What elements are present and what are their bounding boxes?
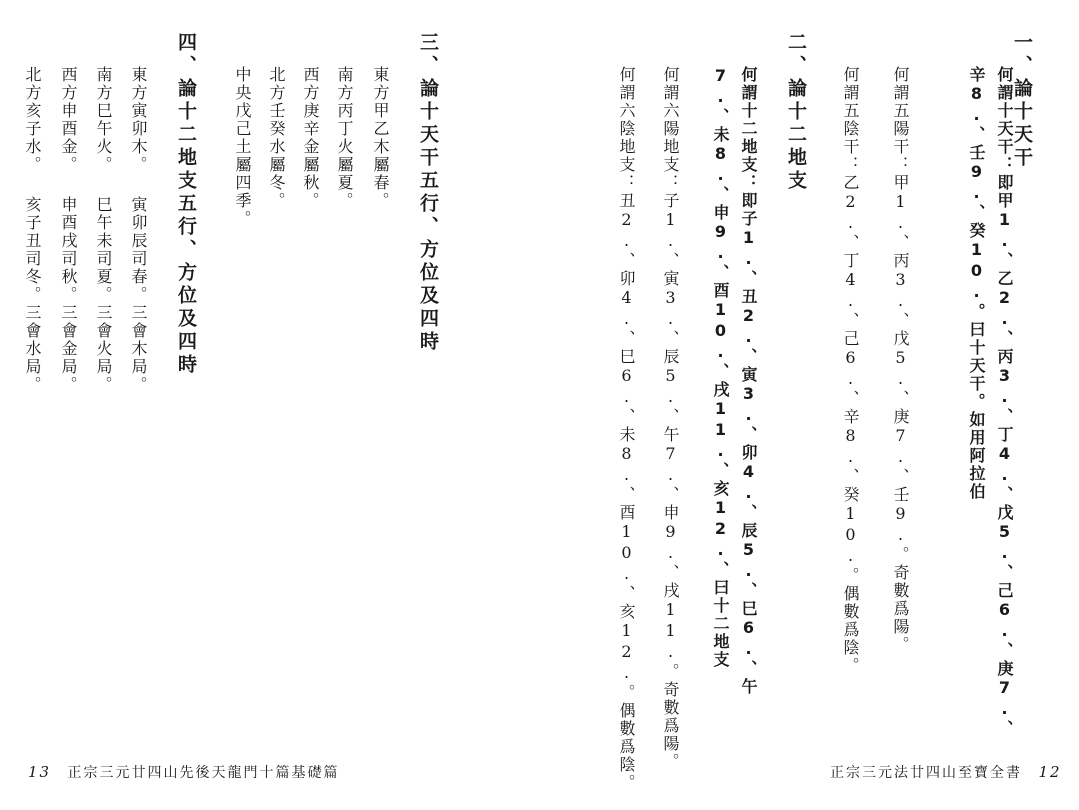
- section-2-line-1: 何謂十二地支：即子1.、丑2.、寅3.、卯4.、辰5.、巳6.、午7.、未8.、申9.、酉10.、戌11.、亥12.、曰十二地支: [711, 66, 758, 696]
- section-1-line-1: 何謂十天干：即甲1.、乙2.、丙3.、丁4.、戊5.、己6.、庚7.、辛8.、壬9.、癸10.。曰十天干。如用阿拉伯: [967, 66, 1014, 738]
- section-3-line: 東方甲乙木屬春。: [371, 66, 390, 210]
- section-3-line: 中央戊己土屬四季。: [233, 66, 252, 228]
- footer-book-title: 正宗三元法廿四山至寶全書: [830, 765, 1022, 781]
- page-number: 12: [1038, 763, 1062, 781]
- section-4-row-b: 亥子丑司冬。三會水局。: [23, 196, 42, 394]
- section-1-heading: 一、論十天干: [1011, 32, 1033, 170]
- section-3-heading: 三、論十天干五行、方位及四時: [417, 32, 439, 354]
- section-2-heading: 二、論十二地支: [785, 32, 807, 193]
- section-2-yang: 何謂六陽地支：子1.、寅3.、辰5.、午7.、申9.、戌11.。奇數爲陽。: [661, 66, 680, 771]
- section-4-row-b: 寅卯辰司春。三會木局。: [129, 196, 148, 394]
- section-4-row-a: 東方寅卯木。: [129, 66, 148, 174]
- section-4-heading: 四、論十二地支五行、方位及四時: [175, 32, 197, 377]
- section-3-line: 北方壬癸水屬冬。: [267, 66, 286, 210]
- right-page: [540, 0, 1079, 810]
- section-4-row-a: 西方申酉金。: [59, 66, 78, 174]
- section-4-row-a: 南方巳午火。: [94, 66, 113, 174]
- left-page-footer: [28, 762, 340, 782]
- section-3-line: 西方庚辛金屬秋。: [301, 66, 320, 210]
- section-3-line: 南方丙丁火屬夏。: [335, 66, 354, 210]
- section-4-row-b: 申酉戌司秋。三會金局。: [59, 196, 78, 394]
- section-1-yang: 何謂五陽干：甲1.、丙3.、戊5.、庚7.、壬9.。奇數爲陽。: [891, 66, 910, 654]
- section-4-row-a: 北方亥子水。: [23, 66, 42, 174]
- page-number: 13: [28, 763, 52, 781]
- section-2-yin: 何謂六陰地支：丑2.、卯4.、巳6.、未8.、酉10.、亥12.。偶數爲陰。: [617, 66, 636, 792]
- footer-book-title: 正宗三元廿四山先後天龍門十篇基礎篇: [67, 765, 340, 781]
- section-1-yin: 何謂五陰干：乙2.、丁4.、己6.、辛8.、癸10.。偶數爲陰。: [841, 66, 860, 675]
- section-4-row-b: 巳午未司夏。三會火局。: [94, 196, 113, 394]
- right-page-footer: [830, 762, 1062, 782]
